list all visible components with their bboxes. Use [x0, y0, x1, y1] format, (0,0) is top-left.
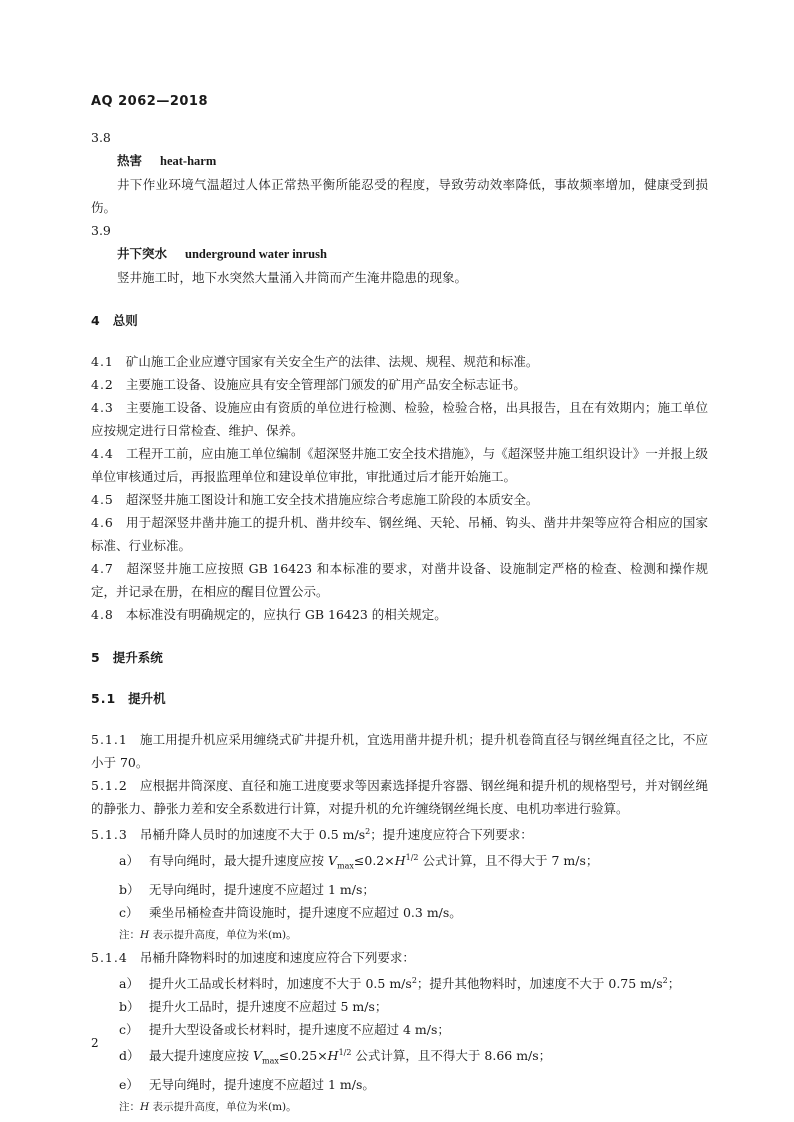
section-title: 提升系统 — [112, 650, 163, 665]
term-definition: 竖井施工时，地下水突然大量涌入井筒而产生淹井隐患的现象。 — [117, 270, 468, 285]
document-body — [91, 126, 708, 1118]
section-heading — [91, 646, 708, 669]
clause: 4.1 矿山施工企业应遵守国家有关安全生产的法律、法规、规程、规范和标准。 — [91, 354, 539, 369]
clause: 5.1.2 应根据井筒深度、直径和施工进度要求等因素选择提升容器、钢丝绳和提升机的规格型号，并对钢丝绳的静张力、静张力差和安全系数进行计算，对提升机的允许缠绕钢丝绳长度、电机功率进行验算。 — [91, 778, 708, 816]
section-heading — [91, 309, 708, 332]
clause: 4.5 超深竖井施工图设计和施工安全技术措施应综合考虑施工阶段的本质安全。 — [91, 492, 539, 507]
page-number: 2 — [91, 1036, 99, 1050]
list-item: a） 有导向绳时，最大提升速度应按 $V_{max}\le 0.2\times H^{1/2}$ 公式计算，且不得大于 7 m/s； — [119, 853, 599, 871]
clause: 5.1.3 吊桶升降人员时的加速度不大于 0.5 $m/s^2$；提升速度应符合下列要求： — [91, 827, 533, 843]
clause-list — [91, 350, 708, 626]
clause: 4.7 超深竖井施工应按照 GB 16423 和本标准的要求，对凿井设备、设施制定严格的检查、检测和操作规定，并记录在册，在相应的醒目位置公示。 — [91, 561, 708, 599]
note: 注：H 表示提升高度，单位为米(m)。 — [119, 1100, 297, 1113]
clause-number: 3.9 — [91, 223, 111, 238]
list-item: d） 最大提升速度应按 $V_{max}\le 0.25\times H^{1/2}$ 公式计算，且不得大于 8.66 m/s； — [119, 1047, 552, 1066]
term-en: underground water inrush — [185, 247, 327, 261]
section-number: 4 — [91, 313, 101, 328]
section-number: 5 — [91, 650, 101, 665]
subsection-heading: 5.1 提升机 — [91, 691, 166, 706]
clause: 4.2 主要施工设备、设施应具有安全管理部门颁发的矿用产品安全标志证书。 — [91, 377, 526, 392]
clause: 5.1.4 吊桶升降物料时的加速度和速度应符合下列要求： — [91, 949, 415, 965]
list-item: c） 乘坐吊桶检查井筒设施时，提升速度不应超过 0.3 m/s。 — [119, 904, 462, 920]
list-item: b） 无导向绳时，提升速度不应超过 1 m/s； — [119, 881, 375, 897]
list-item: c） 提升大型设备或长材料时，提升速度不应超过 4 m/s； — [119, 1021, 450, 1037]
term-heading — [91, 242, 708, 266]
list-item: e） 无导向绳时，提升速度不应超过 1 m/s。 — [119, 1076, 375, 1092]
section-title: 总则 — [112, 313, 138, 328]
standard-code-header: AQ 2062—2018 — [91, 94, 209, 109]
clause: 4.3 主要施工设备、设施应由有资质的单位进行检测、检验，检验合格，出具报告，且在有效期内；施工单位应按规定进行日常检查、维护、保养。 — [91, 400, 708, 438]
term-heading — [91, 149, 708, 173]
clause-number: 3.8 — [91, 130, 111, 145]
clause: 4.8 本标准没有明确规定的，应执行 GB 16423 的相关规定。 — [91, 607, 447, 622]
term-en: heat-harm — [160, 154, 217, 168]
term-cn: 井下突水 — [117, 246, 168, 261]
list-item: b） 提升火工品时，提升速度不应超过 5 m/s； — [119, 998, 388, 1014]
term-definition: 井下作业环境气温超过人体正常热平衡所能忍受的程度，导致劳动效率降低，事故频率增加，健康受到损伤。 — [91, 177, 708, 215]
clause: 4.6 用于超深竖井凿井施工的提升机、凿井绞车、钢丝绳、天轮、吊桶、钩头、凿井井架等应符合相应的国家标准、行业标准。 — [91, 515, 708, 553]
note: 注：H 表示提升高度，单位为米(m)。 — [119, 928, 297, 941]
clause: 4.4 工程开工前，应由施工单位编制《超深竖井施工安全技术措施》，与《超深竖井施工组织设计》一并报上级单位审核通过后，再报监理单位和建设单位审批，审批通过后才能开始施工。 — [91, 446, 708, 484]
clause: 5.1.1 施工用提升机应采用缠绕式矿井提升机，宜选用凿井提升机；提升机卷筒直径与钢丝绳直径之比，不应小于 70。 — [91, 732, 708, 770]
term-cn: 热害 — [117, 153, 143, 168]
list-item: a） 提升火工品或长材料时，加速度不大于 0.5 $m/s^2$；提升其他物料时，加速度不大于 0.75 $m/s^2$； — [119, 975, 681, 991]
